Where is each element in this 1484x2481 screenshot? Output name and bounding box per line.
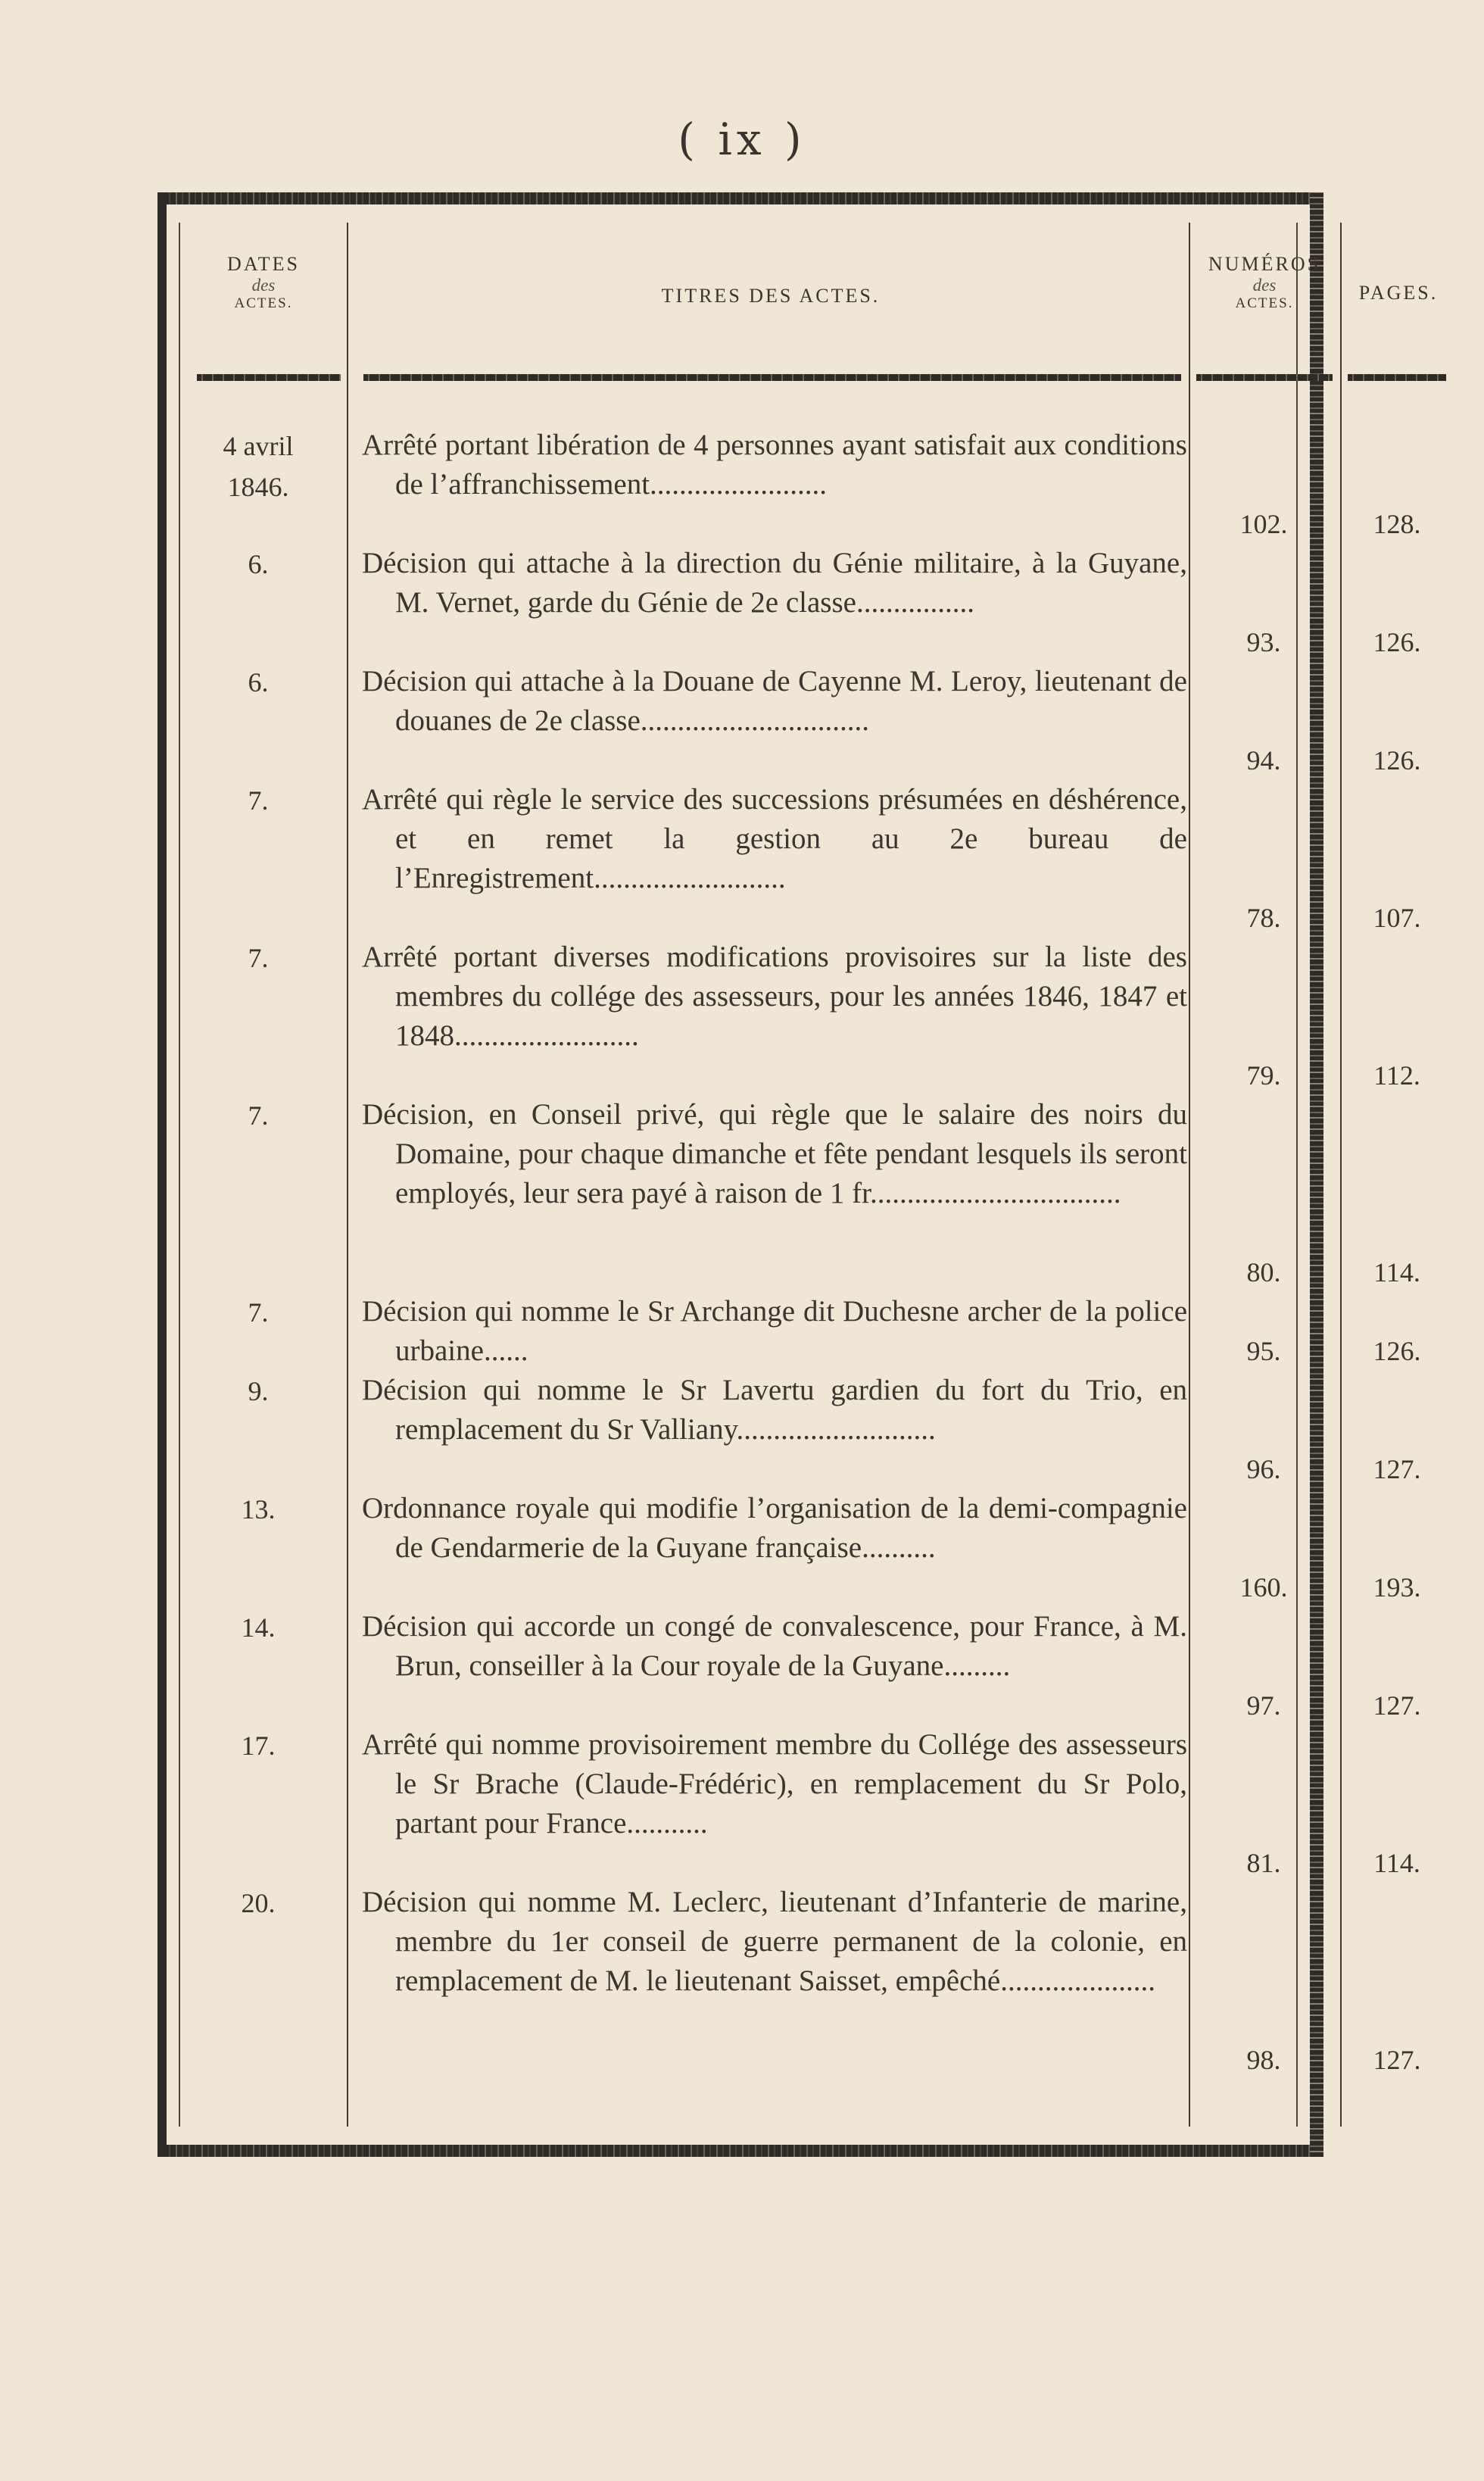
entry-title: Décision qui nomme le Sr Lavertu gardien du fort du Trio, en remplacement du Sr Valliany........................... <box>362 1374 1187 1446</box>
entry-number: 97. <box>1246 1690 1281 1721</box>
entry-date: 7. <box>248 943 269 973</box>
entry-title: Décision, en Conseil privé, qui règle que le salaire des noirs du Domaine, pour chaque dimanche et fête pendant lesquels ils seront employés, leur sera payé à raison de 1 fr.................................. <box>362 1098 1187 1209</box>
entry-page: 127. <box>1373 2045 1421 2075</box>
entry-date: 9. <box>248 1376 269 1406</box>
entry-page: 127. <box>1373 1454 1421 1484</box>
entry-number: 96. <box>1246 1454 1281 1484</box>
entry-number: 102. <box>1239 509 1288 539</box>
header-pages: PAGES. <box>1358 282 1439 304</box>
header-rule-pages <box>1348 374 1446 381</box>
entry-title: Décision qui nomme M. Leclerc, lieutenant d’Infanterie de marine, membre du 1er conseil de guerre permanent de la colonie, en remplacement de M. le lieutenant Saisset, empêché..................... <box>362 1886 1187 1997</box>
header-numeros-line1: NUMÉROS <box>1208 253 1321 275</box>
entry-title: Décision qui accorde un congé de convalescence, pour France, à M. Brun, conseiller à la Cour royale de la Guyane......... <box>362 1610 1187 1682</box>
header-numeros-line2: des <box>1252 276 1277 295</box>
entry-date: 13. <box>241 1494 276 1524</box>
entry-date: 17. <box>241 1730 276 1761</box>
entry-number: 95. <box>1246 1336 1281 1366</box>
entry-page: 127. <box>1373 1690 1421 1721</box>
entry-date: 7. <box>248 1100 269 1131</box>
entry-title: Arrêté qui règle le service des successions présumées en déshérence, et en remet la gestion au 2e bureau de l’Enregistrement.......................... <box>362 783 1187 894</box>
entry-title: Arrêté portant libération de 4 personnes ayant satisfait aux conditions de l’affranchissement........................ <box>362 429 1187 501</box>
entry-date: 4 avril 1846. <box>223 431 294 502</box>
entry-number: 79. <box>1246 1060 1281 1091</box>
entry-number: 94. <box>1246 745 1281 776</box>
entry-number: 98. <box>1246 2045 1281 2075</box>
entry-title: Décision qui attache à la Douane de Cayenne M. Leroy, lieutenant de douanes de 2e classe............................... <box>362 665 1187 737</box>
entry-page: 112. <box>1373 1060 1420 1091</box>
page-number: ( ix ) <box>678 114 806 165</box>
header-dates-line3: ACTES. <box>234 295 293 311</box>
header-numeros-line3: ACTES. <box>1235 295 1294 311</box>
entry-date: 6. <box>248 549 269 579</box>
entry-date: 7. <box>248 785 269 816</box>
entry-title: Arrêté qui nomme provisoirement membre du Collége des assesseurs le Sr Brache (Claude-Frédéric), en remplacement du Sr Polo, partant pour France........... <box>362 1728 1187 1840</box>
entry-date: 7. <box>248 1297 269 1328</box>
entry-page: 107. <box>1373 903 1421 933</box>
entry-title: Décision qui nomme le Sr Archange dit Duchesne archer de la police urbaine...... <box>362 1295 1187 1367</box>
entry-title: Décision qui attache à la direction du Génie militaire, à la Guyane, M. Vernet, garde du Génie de 2e classe................ <box>362 547 1187 619</box>
header-titres: TITRES DES ACTES. <box>661 285 881 307</box>
entry-date: 14. <box>241 1612 276 1643</box>
entry-number: 81. <box>1246 1848 1281 1878</box>
entry-number: 160. <box>1239 1572 1288 1603</box>
entry-number: 78. <box>1246 903 1281 933</box>
entry-title: Arrêté portant diverses modifications provisoires sur la liste des membres du collége des assesseurs, pour les années 1846, 1847 et 1848......................... <box>362 941 1187 1052</box>
entry-page: 193. <box>1373 1572 1421 1603</box>
entry-page: 114. <box>1373 1848 1420 1878</box>
entry-title: Ordonnance royale qui modifie l’organisation de la demi-compagnie de Gendarmerie de la Guyane française.......... <box>362 1492 1187 1564</box>
entry-page: 114. <box>1373 1257 1420 1287</box>
table-frame <box>157 192 1439 2157</box>
entry-page: 126. <box>1373 1336 1421 1366</box>
entry-date: 20. <box>241 1888 276 1918</box>
header-dates-line1: DATES <box>227 253 300 275</box>
entry-date: 6. <box>248 667 269 697</box>
entry-number: 80. <box>1246 1257 1281 1287</box>
entry-page: 126. <box>1373 745 1421 776</box>
header-dates-line2: des <box>251 276 276 295</box>
entry-number: 93. <box>1246 627 1281 657</box>
entry-page: 128. <box>1373 509 1421 539</box>
entry-page: 126. <box>1373 627 1421 657</box>
